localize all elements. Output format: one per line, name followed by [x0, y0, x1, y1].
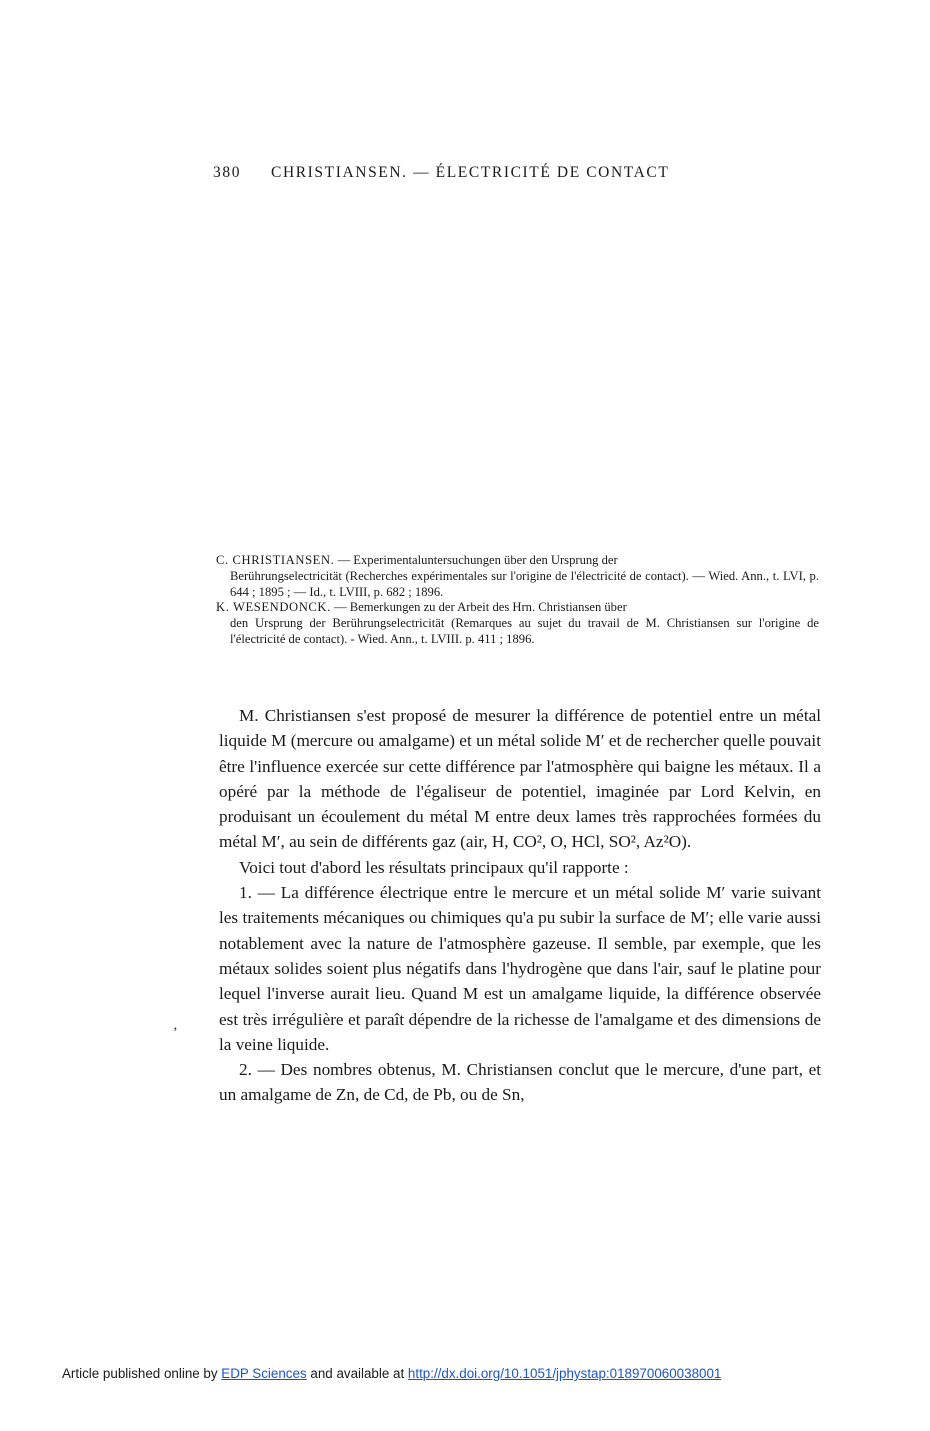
reference-author: C. CHRISTIANSEN. [216, 553, 335, 567]
doi-link[interactable]: http://dx.doi.org/10.1051/jphystap:018970060038001 [407, 1366, 722, 1381]
article-body [219, 703, 821, 1108]
reference-item [216, 600, 819, 647]
reference-text: — Bemerkungen zu der Arbeit des Hrn. Christiansen über [334, 600, 627, 615]
footer-middle: and available at [306, 1366, 408, 1381]
publication-footer [62, 1366, 721, 1381]
publisher-link[interactable]: EDP Sciences [221, 1366, 307, 1381]
paragraph: Voici tout d'abord les résultats principaux qu'il rapporte : [239, 857, 629, 877]
reference-author: K. WESENDONCK. [216, 600, 331, 615]
running-header [213, 164, 753, 182]
reference-continuation: Berührungselectricität (Recherches expérimentales sur l'origine de l'électricité de contact). — Wied. Ann., t. LVI, p. 644 ; 1895 ; — Id., t. LVIII, p. 682 ; 1896. [230, 568, 819, 599]
reference-continuation: den Ursprung der Berührungselectricität (Remarques au sujet du travail de M. Christiansen sur l'origine de l'électricité de contact). - Wied. Ann., t. LVIII. p. 411 ; 1896. [230, 616, 819, 646]
reference-item [216, 553, 819, 600]
paragraph: 1. — La différence électrique entre le mercure et un métal solide M′ varie suivant les traitements mécaniques ou chimiques qu'a pu subir la surface de M′; elle varie aussi notablement avec la nature de l'atmosphère gazeuse. Il semble, par exemple, que les métaux solides soient plus négatifs dans l'hydrogène que dans l'air, sauf le platine pour lequel l'inverse aurait lieu. Quand M est un amalgame liquide, la différence observée est très irrégulière et paraît dépendre de la richesse de l'amalgame et des dimensions de la veine liquide. [219, 883, 821, 1054]
reference-text: — Experimentaluntersuchungen über den Ursprung der [337, 553, 618, 567]
running-title: CHRISTIANSEN. — ÉLECTRICITÉ DE CONTACT [271, 164, 670, 181]
footer-prefix: Article published online by [62, 1366, 222, 1381]
paragraph: 2. — Des nombres obtenus, M. Christiansen conclut que le mercure, d'une part, et un amalgame de Zn, de Cd, de Pb, ou de Sn, [219, 1060, 821, 1105]
bibliography [216, 553, 819, 648]
margin-mark: ‚ [173, 1018, 178, 1033]
page-number: 380 [213, 164, 242, 181]
paragraph: M. Christiansen s'est proposé de mesurer la différence de potentiel entre un métal liquide M (mercure ou amalgame) et un métal solide M′ et de rechercher quelle pouvait être l'influence exercée sur cette différence par l'atmosphère qui baigne les métaux. Il a opéré par la méthode de l'égaliseur de potentiel, imaginée par Lord Kelvin, en produisant un écoulement du métal M entre deux lames très rapprochées formées du métal M′, au sein de différents gaz (air, H, CO², O, HCl, SO², Az²O). [219, 706, 821, 852]
